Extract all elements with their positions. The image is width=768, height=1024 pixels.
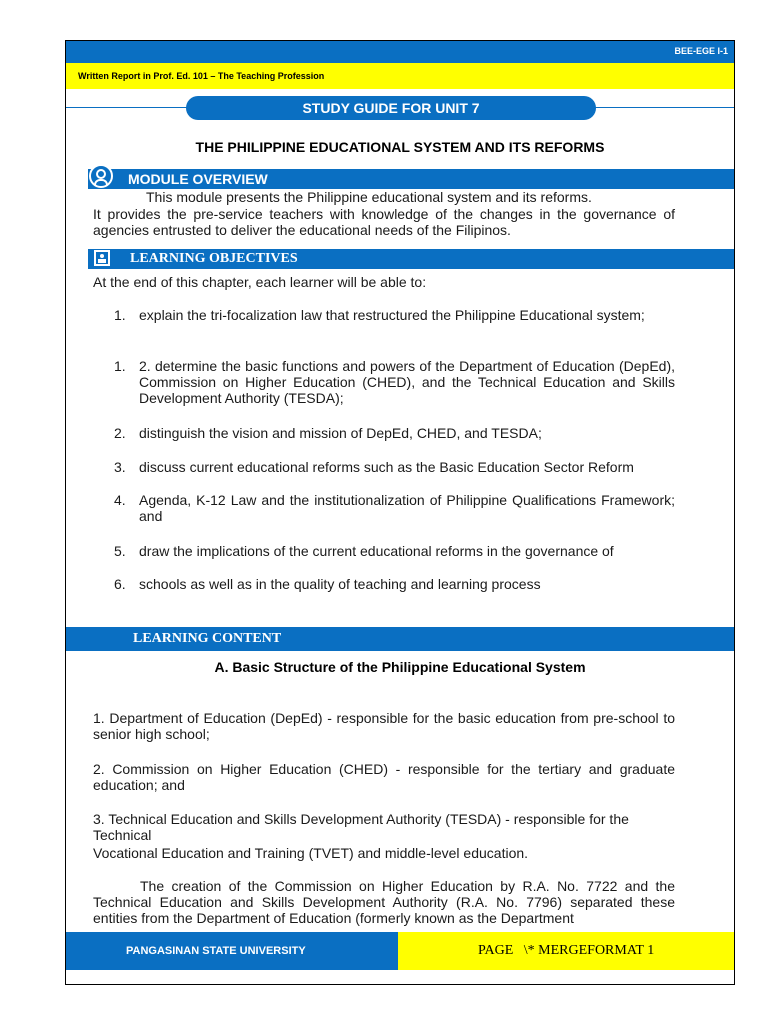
document-page	[65, 40, 735, 985]
learning-objectives-bar	[88, 249, 734, 269]
footer-university: PANGASINAN STATE UNIVERSITY	[126, 945, 306, 957]
content-paragraph-2: 2. Commission on Higher Education (CHED) - responsible for the tertiary and graduate education; and	[93, 761, 675, 793]
page-number: PAGE \* MERGEFORMAT 1	[478, 943, 655, 958]
objective-item: 1. explain the tri-focalization law that restructured the Philippine Educational system;	[114, 307, 645, 323]
objective-icon	[94, 250, 110, 266]
module-overview-heading: MODULE OVERVIEW	[128, 171, 268, 187]
objective-item: 6. schools as well as in the quality of teaching and learning process	[114, 576, 541, 592]
study-guide-banner: STUDY GUIDE FOR UNIT 7	[186, 96, 596, 120]
objective-item: 3. discuss current educational reforms such as the Basic Education Sector Reform	[114, 459, 634, 475]
learning-objectives-heading: LEARNING OBJECTIVES	[130, 251, 298, 266]
content-paragraph-1: 1. Department of Education (DepEd) - responsible for the basic education from pre-school to senior high school;	[93, 710, 675, 742]
objective-item: 2. distinguish the vision and mission of DepEd, CHED, and TESDA;	[114, 425, 542, 441]
page-title: THE PHILIPPINE EDUCATIONAL SYSTEM AND ITS REFORMS	[195, 139, 605, 155]
overview-paragraph: It provides the pre-service teachers with knowledge of the changes in the governance of agencies entrusted to deliver the educational needs of the Filipinos.	[93, 206, 675, 238]
objective-item: 1. 2. determine the basic functions and powers of the Department of Education (DepEd), Commission on Higher Education (CHED), and the Technical Education and Skills Development Authority (TESDA);	[114, 358, 675, 406]
learning-content-bar	[66, 627, 734, 651]
module-overview-bar	[88, 169, 734, 189]
report-bar	[66, 63, 734, 89]
section-subheading: A. Basic Structure of the Philippine Educational System	[214, 659, 586, 675]
content-paragraph-3a: 3. Technical Education and Skills Development Authority (TESDA) - responsible for the Technical	[93, 811, 629, 843]
overview-line-1: This module presents the Philippine educational system and its reforms.	[146, 189, 592, 205]
doc-code: BEE-EGE I-1	[674, 46, 728, 56]
doc-code-bar	[66, 41, 734, 63]
person-icon	[89, 164, 113, 188]
objective-item: 4. Agenda, K-12 Law and the institutionalization of Philippine Qualifications Framework; and	[114, 492, 675, 524]
report-line: Written Report in Prof. Ed. 101 – The Teaching Profession	[78, 71, 325, 81]
objective-item: 5. draw the implications of the current educational reforms in the governance of	[114, 543, 614, 559]
objectives-intro: At the end of this chapter, each learner will be able to:	[93, 274, 427, 290]
learning-content-heading: LEARNING CONTENT	[133, 631, 282, 646]
content-paragraph-4: The creation of the Commission on Higher Education by R.A. No. 7722 and the Technical Education and Skills Development Authority (R.A. No. 7796) separated these entities from the Department of Education (formerly known as the Department	[93, 878, 675, 926]
footer-page-bar	[398, 932, 734, 970]
content-paragraph-3b: Vocational Education and Training (TVET) and middle-level education.	[93, 845, 529, 861]
footer-university-bar	[66, 932, 398, 970]
